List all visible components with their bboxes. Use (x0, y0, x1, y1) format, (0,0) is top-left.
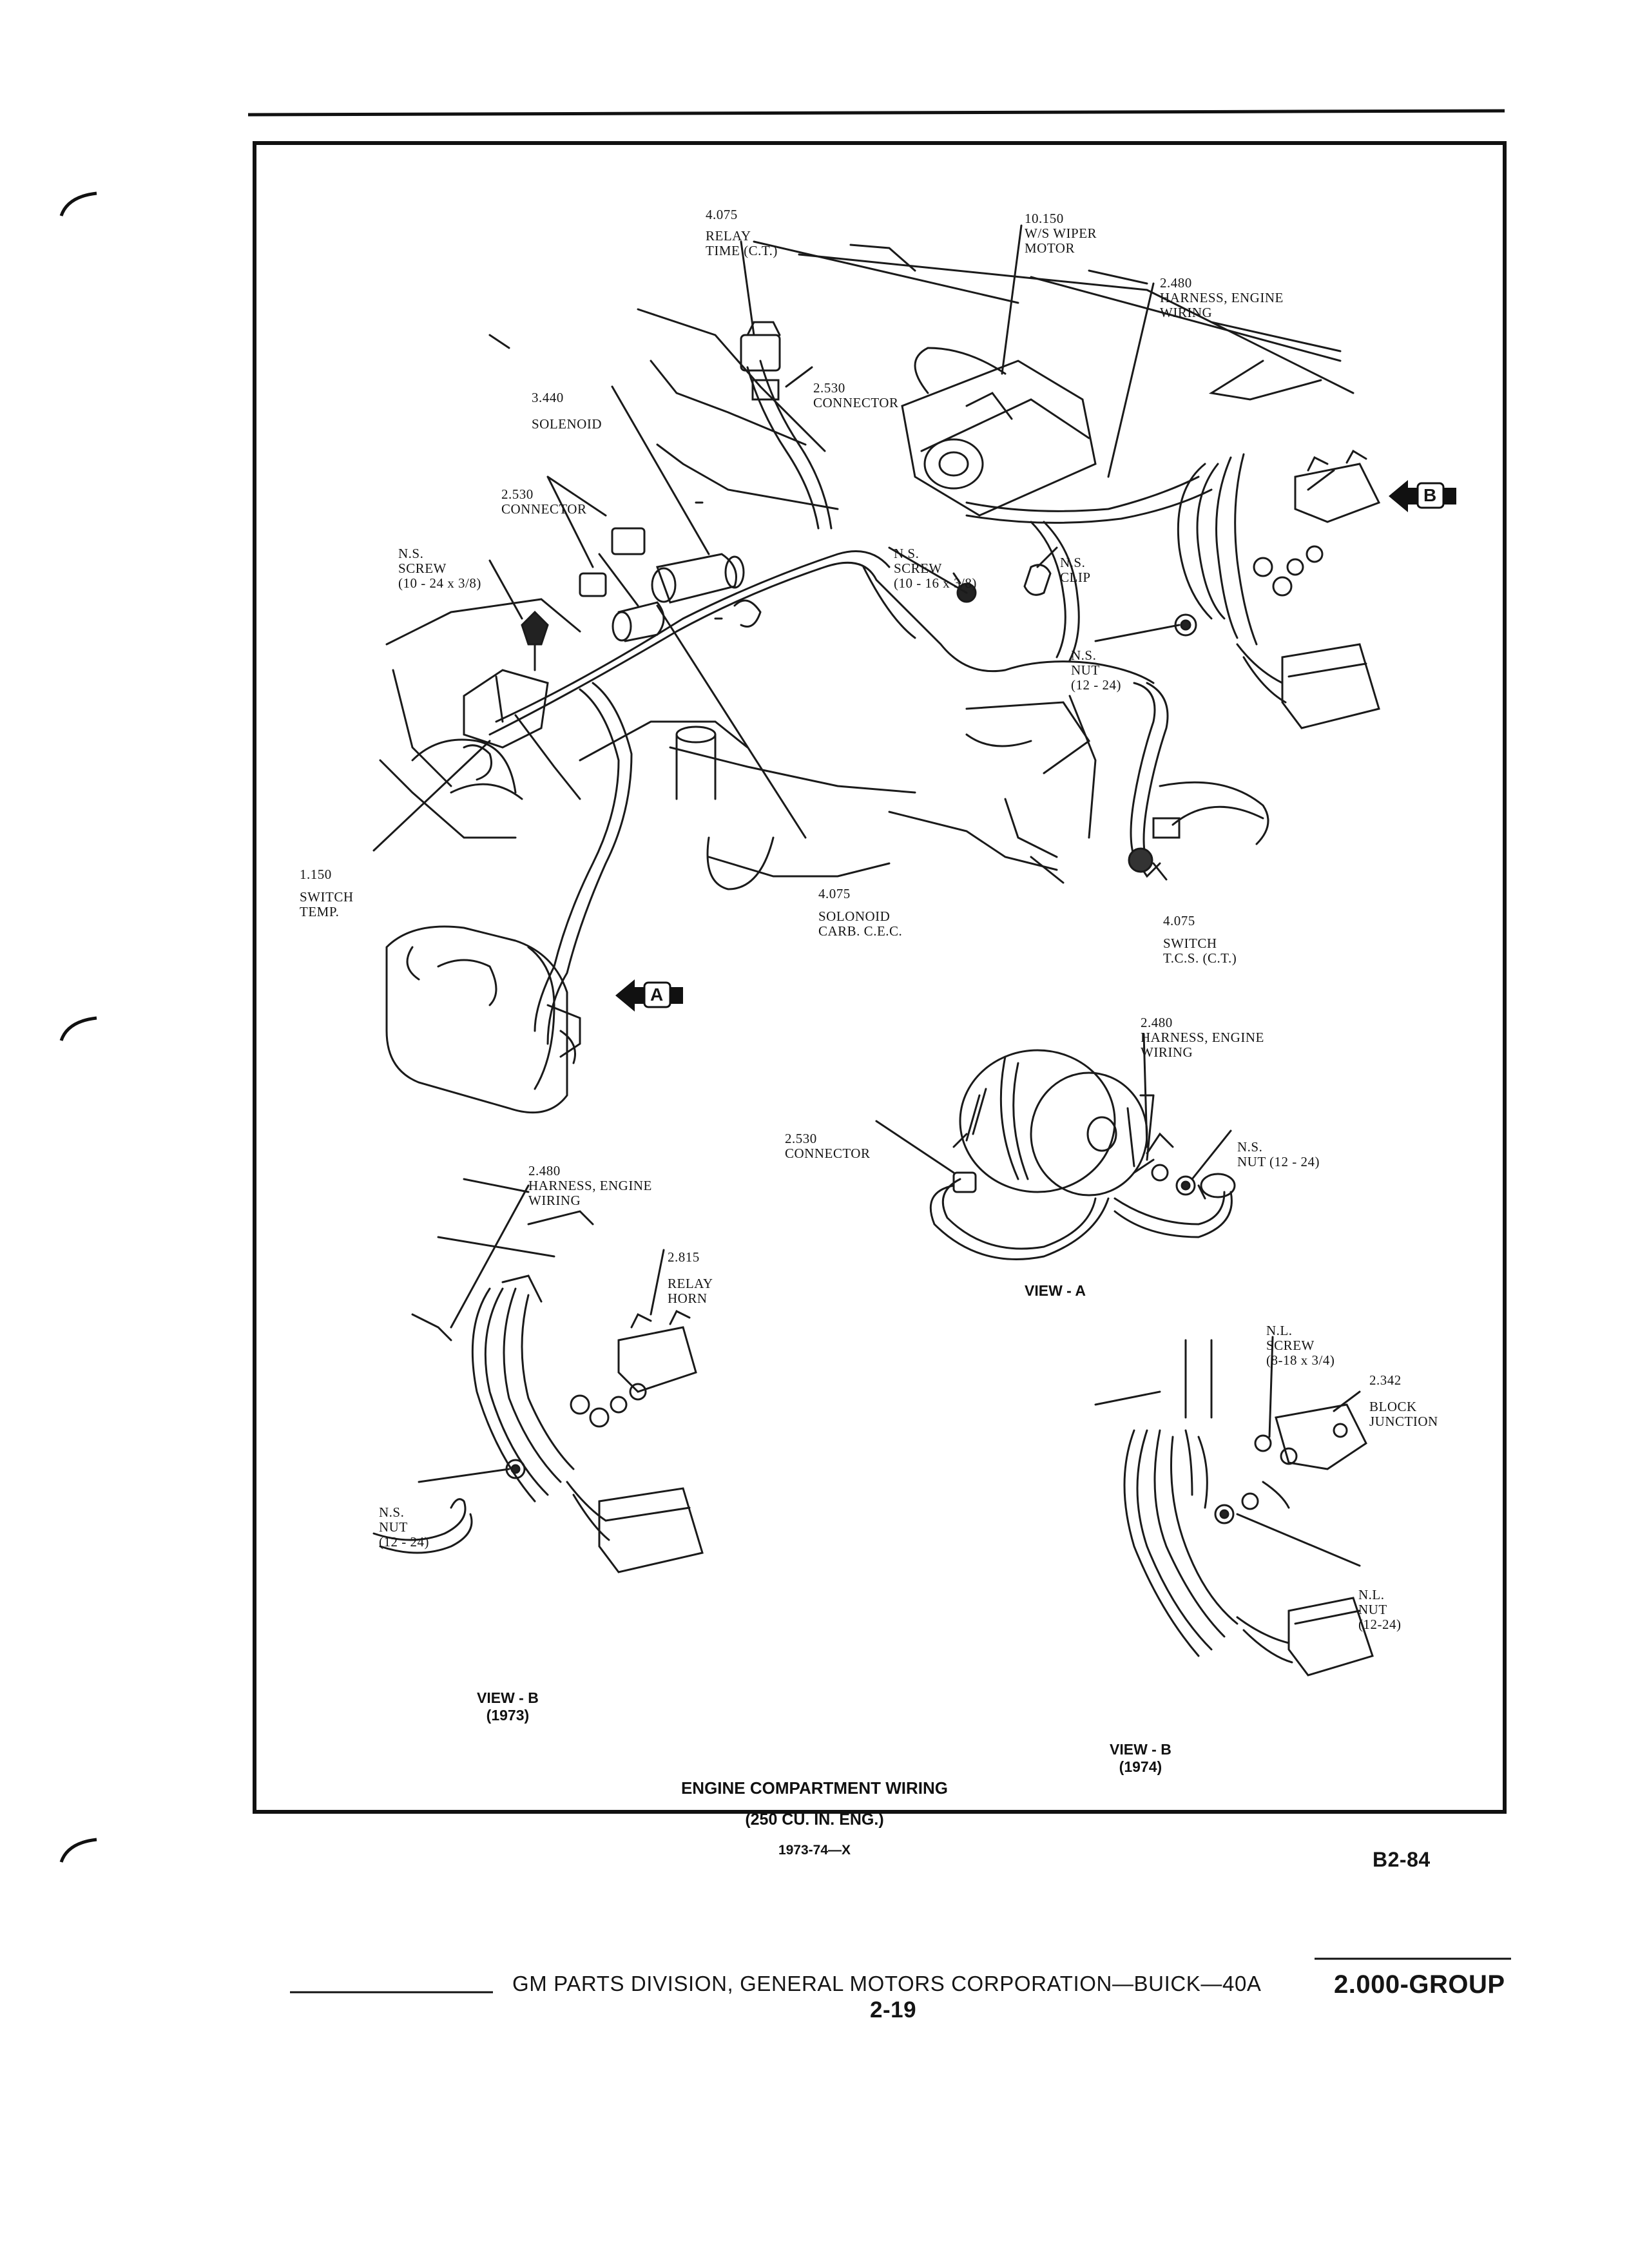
caption-title: ENGINE COMPARTMENT WIRING (680, 1778, 949, 1798)
footer-page-number: 2-19 (870, 1997, 917, 2023)
label-nut-view-a: N.S. NUT (12 - 24) (1237, 1139, 1320, 1169)
arrow-a-letter: A (650, 985, 664, 1004)
arrow-b-letter: B (1423, 485, 1437, 505)
arrow-badge-b (1389, 480, 1456, 512)
caption-subtitle: (250 CU. IN. ENG.) (745, 1811, 884, 1829)
label-screw-view-b74: N.L. SCREW (8-18 x 3/4) (1266, 1323, 1335, 1368)
binder-marks (61, 193, 97, 1862)
view-b-1974-drawing (1095, 1337, 1373, 1675)
label-switch-tcs: 4.075 SWITCH T.C.S. (C.T.) (1163, 913, 1237, 966)
label-clip: N.S. CLIP (1060, 555, 1091, 585)
label-connector-view-a: 2.530 CONNECTOR (785, 1131, 871, 1161)
label-screw-left: N.S. SCREW (10 - 24 x 3/8) (398, 546, 481, 591)
label-solonoid-carb: 4.075 SOLONOID CARB. C.E.C. (818, 886, 903, 939)
label-wiper-motor: 10.150 W/S WIPER MOTOR (1025, 211, 1097, 256)
top-rule (248, 111, 1505, 115)
arrow-badge-a (615, 979, 683, 1012)
label-switch-temp: 1.150 SWITCH TEMP. (300, 867, 354, 919)
footer-group: 2.000-GROUP (1334, 1970, 1505, 1999)
reference-code: B2-84 (1373, 1848, 1431, 1871)
view-b-1974-label: VIEW - B (1974) (1110, 1741, 1171, 1775)
label-nut-view-b74: N.L. NUT (12-24) (1358, 1587, 1402, 1632)
label-relay-horn: 2.815 RELAY HORN (668, 1249, 713, 1306)
label-solenoid: 3.440 SOLENOID (532, 390, 602, 432)
label-harness-engine-wiring-top: 2.480 HARNESS, ENGINE WIRING (1160, 275, 1284, 320)
label-relay-time: 4.075 RELAY TIME (C.T.) (706, 207, 778, 258)
label-screw-mid: N.S. SCREW (10 - 16 x 3/8) (894, 546, 977, 591)
view-b-1973-label: VIEW - B (1973) (477, 1689, 539, 1724)
footer-division: GM PARTS DIVISION, GENERAL MOTORS CORPORATION—BUICK—40A (512, 1972, 1262, 1995)
label-harness-view-a: 2.480 HARNESS, ENGINE WIRING (1141, 1015, 1264, 1060)
label-connector-left: 2.530 CONNECTOR (501, 486, 587, 517)
label-harness-view-b73: 2.480 HARNESS, ENGINE WIRING (528, 1163, 652, 1208)
label-block-junction: 2.342 BLOCK JUNCTION (1369, 1372, 1438, 1429)
view-a-label: VIEW - A (1025, 1282, 1086, 1299)
label-nut-mid: N.S. NUT (12 - 24) (1071, 648, 1121, 693)
label-connector-top: 2.530 CONNECTOR (813, 380, 899, 410)
caption-years: 1973-74—X (778, 1843, 851, 1858)
label-nut-view-b73: N.S. NUT (12 - 24) (379, 1504, 429, 1550)
